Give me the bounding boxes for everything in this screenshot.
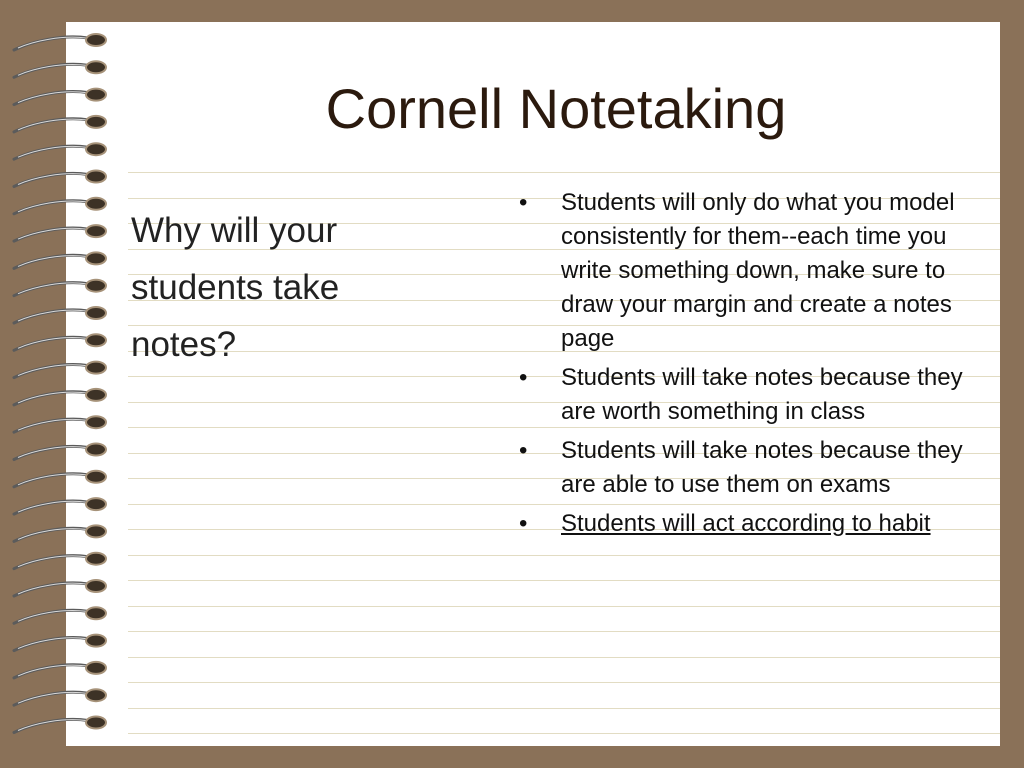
spiral-ring [14, 143, 106, 159]
spiral-ring [14, 689, 106, 705]
cue-column-question: Why will your students take notes? [131, 211, 340, 364]
notes-list [519, 186, 989, 546]
spiral-ring [14, 225, 106, 241]
note-item [519, 434, 989, 502]
rule-line [128, 631, 1000, 632]
spiral-ring [14, 525, 106, 541]
spiral-ring [14, 444, 106, 460]
spiral-ring [14, 280, 106, 296]
spiral-ring [14, 607, 106, 623]
note-text: Students will only do what you model consistently for them--each time you write something down, make sure to draw your margin and create a notes page [561, 189, 955, 352]
rule-line [128, 657, 1000, 658]
bullet-icon: • [519, 510, 528, 537]
spiral-ring [14, 498, 106, 514]
bullet-icon: • [519, 437, 528, 464]
spiral-ring [14, 362, 106, 378]
spiral-ring [14, 171, 106, 187]
spiral-ring [14, 471, 106, 487]
spiral-ring [14, 34, 106, 50]
rule-line [128, 682, 1000, 683]
spiral-ring [14, 662, 106, 678]
note-item [519, 186, 989, 356]
note-item [519, 361, 989, 429]
bullet-icon: • [519, 189, 528, 216]
rule-line [128, 580, 1000, 581]
spiral-ring [14, 307, 106, 323]
spiral-ring [14, 553, 106, 569]
note-item [519, 507, 989, 541]
rule-line [128, 733, 1000, 734]
spiral-ring [14, 389, 106, 405]
spiral-ring [14, 61, 106, 77]
spiral-ring [14, 198, 106, 214]
spiral-ring [14, 334, 106, 350]
rule-line [128, 555, 1000, 556]
rule-line [128, 708, 1000, 709]
note-text: Students will take notes because they are worth something in class [561, 364, 963, 425]
slide-title: Cornell Notetaking [325, 77, 787, 140]
bullet-icon: • [519, 364, 528, 391]
spiral-ring [14, 580, 106, 596]
rule-line [128, 172, 1000, 173]
spiral-ring [14, 416, 106, 432]
rule-line [128, 606, 1000, 607]
spiral-ring [14, 717, 106, 733]
note-text: Students will take notes because they are able to use them on exams [561, 437, 963, 498]
spiral-ring [14, 252, 106, 268]
note-text: Students will act according to habit [561, 510, 931, 537]
spiral-ring [14, 635, 106, 651]
